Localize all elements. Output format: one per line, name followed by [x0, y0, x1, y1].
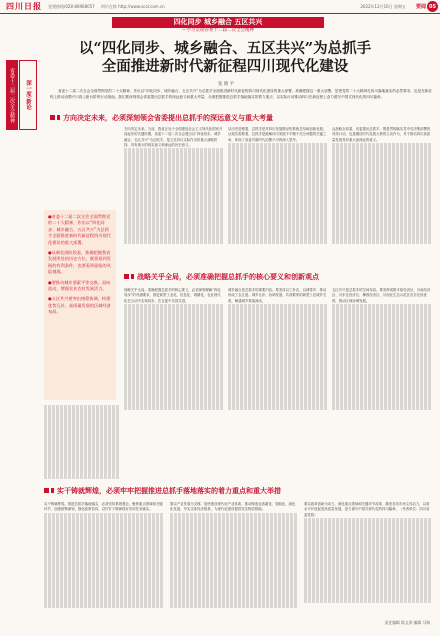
- section2-column-0: [44, 405, 120, 480]
- section2-column-3: [332, 288, 432, 428]
- section-title-1: 方向决定未来，必须深刻领会省委提出总抓手的深远意义与重大考量: [63, 113, 273, 122]
- section1-column-2: [228, 127, 328, 267]
- section3-column-2: [170, 502, 298, 617]
- body-text: 从战略全局看，省委提出总抓手，既是贯彻落实党中央决策部署的具体行动，也是顺应时代发展大势的主动作为，对于推动四川高质量发展具有重大而深远的意义。: [332, 127, 431, 142]
- vertical-column-label: 省委十二届二次全会精神: [6, 60, 18, 130]
- page-header: [0, 0, 440, 14]
- section-marker-icon: [51, 488, 54, 493]
- section-marker-icon: [57, 115, 60, 120]
- section-label: 要闻: [415, 4, 426, 10]
- topic-banner: 四化同步 城乡融合 五区共兴: [112, 17, 324, 28]
- section-marker-icon: [50, 115, 55, 120]
- body-text: 从历史进程看，总抓手是对四川发展路径的系统总结和创新发展。从现实需要看，总抓手是破解四川发展不平衡不充分问题的关键之举，体现了省委对新时代治蜀兴川的深入思考。: [228, 127, 327, 142]
- body-text: 城乡融合是总抓手的重要内容。要坚持以工补农、以城带乡，推动形成工农互促、城乡互补、协调发展、共同繁荣的新型工农城乡关系，畅通城乡要素流动。: [228, 288, 327, 303]
- section-marker-icon: [124, 274, 129, 279]
- section2-column-1: [124, 288, 224, 428]
- section1-column-1: [124, 127, 224, 267]
- section-heading-2: [124, 272, 440, 281]
- intro-paragraph: 省委十二届二次全会全面贯彻党的二十大精神，作出以“四化同步、城乡融合、五区共兴”为总抓手全面推进新时代新征程四川现代化建设的重大部署。准确把握这一重大部署，是把党的二十大精神在四川落地落实的必然要求，也是在新征程上推动治蜀兴川再上新台阶的行动指南。我们要深刻领会省委提出总抓手的深远意义和重大考量，全面把握推进总抓手落地落实的着力重点，以实际行动推动四川在新征程上奋力谱写中国式现代化的四川篇章。: [50, 89, 432, 99]
- body-text: 五区共兴是总抓手的空间布局。要发挥成都平原经济区、川南经济区、川东北经济区、攀西经济区、川西北生态示范区各自比较优势，推动区域协调发展。: [332, 288, 431, 303]
- author-byline: 张 晓 平: [217, 82, 235, 87]
- section-title-2: 战略关乎全局，必须准确把握总抓手的核心要义和创新观点: [137, 272, 319, 281]
- body-text: 实干铸就辉煌。推进总抓手落地落实，必须坚持系统观念，聚焦重点领域和关键环节，加强统筹谋划，强化政策协同，以钉钉子精神抓好各项任务落实。: [44, 502, 163, 512]
- highlight-quote: ●从新发展阶段看，准确把握我省发展所处的历史方位，既要看到发展的有利条件，也要看到面临的风险挑战。: [48, 250, 111, 275]
- page-number-badge: 05: [427, 1, 438, 12]
- highlight-quote: ●省委十二届二次全会全面贯彻党的二十大精神，作出以“四化同步、城乡融合、五区共兴”为总抓手全面推进新时代新征程四川现代化建设的重大部署。: [48, 214, 111, 245]
- issue-date: 2022年12月16日 星期五: [360, 4, 406, 9]
- section-marker-icon: [131, 274, 134, 279]
- section-marker-icon: [44, 488, 49, 493]
- masthead: 四川日报: [6, 1, 42, 11]
- headline-line-2: 全面推进新时代新征程四川现代化建设: [101, 58, 349, 75]
- section-heading-3: [44, 486, 404, 495]
- section-title-3: 实干铸就辉煌，必须牢牢把握推进总抓手落地落实的着力重点和重大举措: [57, 486, 281, 495]
- editor-credit: 责任编辑 陈文涛 编辑 马瑞: [384, 620, 430, 625]
- headline-line-1: 以“四化同步、城乡融合、五区共兴”为总抓手: [78, 40, 372, 57]
- highlight-quote: ●五区共兴要突出统筹协调，构建优势互补、高质量发展的区域经济布局。: [48, 296, 111, 315]
- body-text: 战略关乎全局。准确把握总抓手的核心要义，必须深刻理解“四化同步”的内涵要求，推进新型工业化、信息化、城镇化、农业现代化在互动中实现同步、在互促中实现共进。: [124, 288, 221, 303]
- section1-column-3: [332, 127, 432, 267]
- hotline-text: 党建热线/028-86968057: [48, 3, 95, 9]
- main-headline: [20, 40, 430, 76]
- body-text: 要以产业发展为支撑，加快建设现代化产业体系，推动制造业高端化、智能化、绿色化发展，夯实实体经济根基，为现代化建设提供坚实物质基础。: [170, 502, 296, 512]
- body-text: 方向决定未来。当前，我省正处于全面建设社会主义现代化国家开局起步的关键时期，省委十二届二次全会提出以“四化同步、城乡融合、五区共兴”为总抓手，是立足四川实际作出的重大战略抉择，具有重大的现实意义和深远的历史意义。: [124, 127, 223, 147]
- column-title: 深一度·新论: [19, 60, 37, 130]
- highlight-quotes-box: [44, 210, 116, 400]
- section3-column-3: [304, 502, 432, 617]
- website-text: 四川在线 http://www.scol.com.cn: [100, 3, 165, 9]
- section2-column-2: [228, 288, 328, 428]
- section-heading-1: [50, 113, 410, 122]
- section3-column-1: [44, 502, 164, 617]
- column-sidebar: [4, 60, 38, 390]
- highlight-quote: ●要推动城乡要素平等交换、双向流动，增强农业农村发展活力。: [48, 279, 111, 292]
- body-text: 要以改革创新为动力，深化重点领域和关键环节改革，激发各类市场主体活力，以高水平开放促进高质量发展，奋力谱写中国式现代化的四川篇章。（作者单位：四川省委党校）: [304, 502, 430, 517]
- topic-subtitle: —学习贯彻省委十二届二次全会精神: [182, 28, 254, 33]
